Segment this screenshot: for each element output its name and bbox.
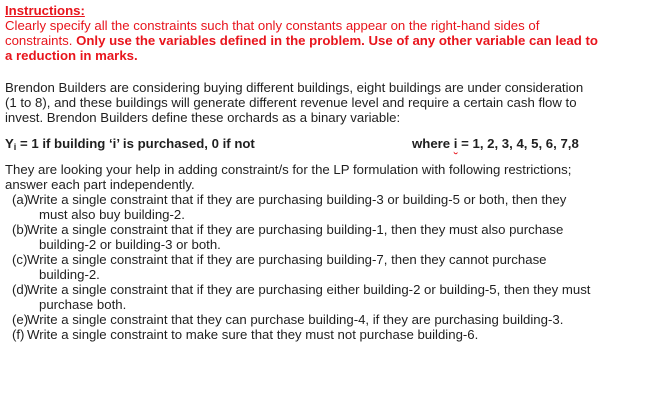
- definition-sub: i: [13, 142, 17, 152]
- part-c: [5, 252, 655, 282]
- part-a: [5, 192, 655, 222]
- part-c-label: (c): [12, 252, 28, 267]
- part-f: [5, 327, 655, 342]
- definition-left: [5, 136, 255, 155]
- question-line-2: answer each part independently.: [5, 177, 195, 192]
- part-c-line-2: building-2.: [39, 267, 100, 282]
- part-b: [5, 222, 655, 252]
- instructions-line-2-normal: constraints.: [5, 33, 77, 48]
- where-pre: where: [412, 136, 454, 151]
- part-d-label: (d): [12, 282, 29, 297]
- instructions-line-2-bold: Only use the variables defined in the problem. Use of any other variable can lead to: [76, 33, 598, 48]
- part-c-line-1: Write a single constraint that if they are purchasing building-7, then they cannot purchase: [27, 252, 547, 267]
- part-f-label: (f): [12, 327, 25, 342]
- part-d: [5, 282, 655, 312]
- part-e: [5, 312, 655, 327]
- part-a-line-1: Write a single constraint that if they are purchasing building-3 or building-5 or both, then they: [27, 192, 567, 207]
- where-post: = 1, 2, 3, 4, 5, 6, 7,8: [457, 136, 579, 151]
- definition-var: Y: [5, 136, 14, 151]
- variable-definition: [5, 136, 655, 151]
- instructions-line-2: [5, 33, 655, 48]
- instructions-line-1: Clearly specify all the constraints such that only constants appear on the right-hand sides of: [5, 18, 540, 33]
- part-a-label: (a): [12, 192, 29, 207]
- intro-line-2: (1 to 8), and these buildings will generate different revenue level and require a certain cash flow to: [5, 95, 577, 110]
- where-var: i: [453, 136, 458, 151]
- part-f-line-1: Write a single constraint to make sure that they must not purchase building-6.: [27, 327, 479, 342]
- question-line-1: They are looking your help in adding constraint/s for the LP formulation with following restrictions;: [5, 162, 572, 177]
- part-d-line-2: purchase both.: [39, 297, 127, 312]
- part-b-line-1: Write a single constraint that if they are purchasing building-1, then they must also purchase: [27, 222, 564, 237]
- part-d-line-1: Write a single constraint that if they are purchasing either building-2 or building-5, then they must: [27, 282, 591, 297]
- part-e-line-1: Write a single constraint that they can purchase building-4, if they are purchasing building-3.: [27, 312, 564, 327]
- document: [5, 3, 655, 342]
- intro-line-1: Brendon Builders are considering buying different buildings, eight buildings are under consideration: [5, 80, 584, 95]
- part-a-line-2: must also buy building-2.: [39, 207, 185, 222]
- instructions-heading: Instructions:: [5, 3, 85, 18]
- intro-line-3: invest. Brendon Builders define these orchards as a binary variable:: [5, 110, 401, 125]
- definition-text: = 1 if building ‘i’ is purchased, 0 if not: [16, 136, 255, 151]
- instructions-line-3: a reduction in marks.: [5, 48, 138, 63]
- definition-where: [412, 136, 579, 151]
- part-b-label: (b): [12, 222, 29, 237]
- part-b-line-2: building-2 or building-3 or both.: [39, 237, 221, 252]
- part-e-label: (e): [12, 312, 29, 327]
